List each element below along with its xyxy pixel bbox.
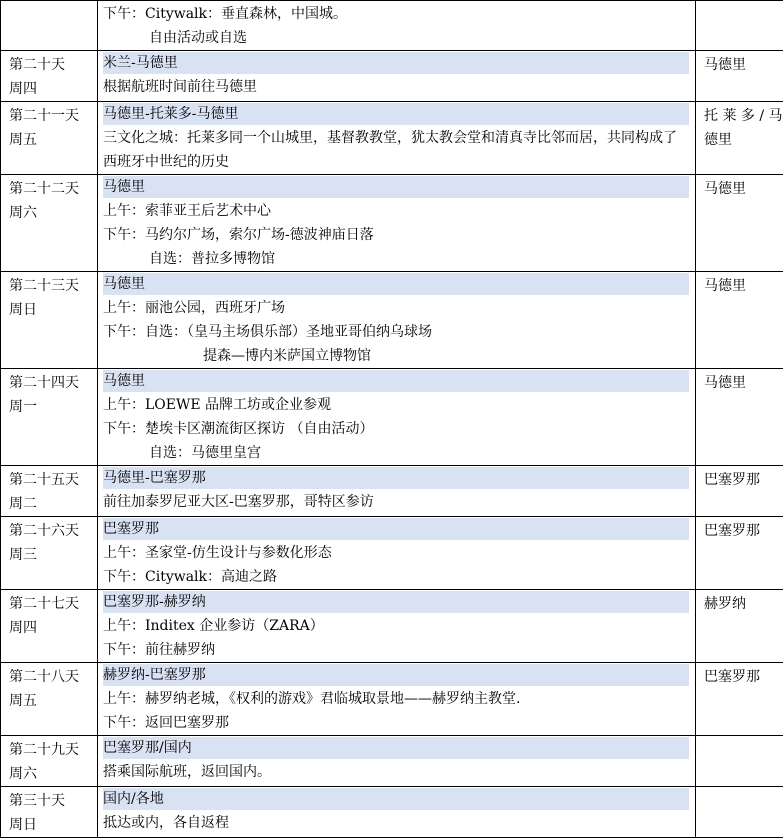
city-cell bbox=[696, 175, 783, 272]
day-cell bbox=[1, 663, 98, 736]
segment-title: 赫罗纳-巴塞罗那 bbox=[103, 664, 689, 686]
itinerary-row bbox=[1, 1, 783, 51]
schedule-line: 下午：楚埃卡区潮流街区探访 （自由活动） bbox=[103, 417, 689, 441]
city-cell bbox=[696, 51, 783, 102]
schedule-cell bbox=[98, 272, 696, 369]
weekday-label: 周三 bbox=[9, 543, 97, 567]
day-cell bbox=[1, 175, 98, 272]
day-label: 第二十天 bbox=[9, 53, 97, 77]
city-label: 马德里 bbox=[704, 371, 783, 395]
itinerary-row bbox=[1, 272, 783, 369]
schedule-cell bbox=[98, 369, 696, 466]
city-label: 巴塞罗那 bbox=[704, 468, 783, 492]
segment-title: 马德里 bbox=[103, 273, 689, 295]
schedule-line: 上午：赫罗纳老城，《权利的游戏》君临城取景地——赫罗纳主教堂. bbox=[103, 687, 689, 711]
city-cell bbox=[696, 102, 783, 175]
schedule-line: 下午：自选：（皇马主场俱乐部）圣地亚哥伯纳乌球场 bbox=[103, 320, 689, 344]
schedule-line: 三文化之城：托莱多同一个山城里，基督教教堂，犹太教会堂和清真寺比邻而居，共同构成了西班牙中世纪的历史 bbox=[103, 126, 689, 174]
schedule-cell bbox=[98, 466, 696, 517]
city-cell bbox=[696, 663, 783, 736]
city-cell bbox=[696, 466, 783, 517]
schedule-line: 上午：Inditex 企业参访（ZARA） bbox=[103, 614, 689, 638]
day-cell bbox=[1, 272, 98, 369]
weekday-label: 周五 bbox=[9, 128, 97, 152]
day-cell bbox=[1, 517, 98, 590]
day-cell bbox=[1, 736, 98, 787]
day-label: 第二十一天 bbox=[9, 104, 97, 128]
day-cell bbox=[1, 590, 98, 663]
city-label: 马德里 bbox=[704, 177, 783, 201]
city-label: 马德里 bbox=[704, 274, 783, 298]
schedule-line: 提森—博内米萨国立博物馆 bbox=[103, 344, 689, 368]
day-label: 第二十三天 bbox=[9, 274, 97, 298]
itinerary-row bbox=[1, 175, 783, 272]
schedule-cell bbox=[98, 51, 696, 102]
city-cell bbox=[696, 787, 783, 838]
schedule-line: 下午：返回巴塞罗那 bbox=[103, 711, 689, 735]
schedule-line: 根据航班时间前往马德里 bbox=[103, 75, 689, 99]
schedule-line: 上午：丽池公园，西班牙广场 bbox=[103, 296, 689, 320]
city-cell bbox=[696, 272, 783, 369]
itinerary-row bbox=[1, 663, 783, 736]
city-label: 巴塞罗那 bbox=[704, 519, 783, 543]
schedule-line: 下午：Citywalk：高迪之路 bbox=[103, 565, 689, 589]
weekday-label: 周六 bbox=[9, 762, 97, 786]
segment-title: 马德里-托莱多-马德里 bbox=[103, 103, 689, 125]
schedule-line: 自选：普拉多博物馆 bbox=[103, 247, 689, 271]
day-cell bbox=[1, 369, 98, 466]
schedule-line: 抵达或内，各自返程 bbox=[103, 811, 689, 835]
itinerary-row bbox=[1, 736, 783, 787]
city-label: 巴塞罗那 bbox=[704, 665, 783, 689]
day-label: 第二十四天 bbox=[9, 371, 97, 395]
segment-title: 马德里 bbox=[103, 176, 689, 198]
segment-title: 马德里-巴塞罗那 bbox=[103, 467, 689, 489]
schedule-cell bbox=[98, 1, 696, 51]
weekday-label: 周日 bbox=[9, 813, 97, 837]
city-cell bbox=[696, 1, 783, 51]
day-label: 第二十七天 bbox=[9, 592, 97, 616]
weekday-label: 周六 bbox=[9, 201, 97, 225]
weekday-label: 周四 bbox=[9, 77, 97, 101]
schedule-line: 前往加泰罗尼亚大区-巴塞罗那，哥特区参访 bbox=[103, 490, 689, 514]
schedule-cell bbox=[98, 517, 696, 590]
weekday-label: 周一 bbox=[9, 395, 97, 419]
weekday-label: 周五 bbox=[9, 689, 97, 713]
itinerary-row bbox=[1, 369, 783, 466]
weekday-label: 周日 bbox=[9, 298, 97, 322]
day-cell bbox=[1, 787, 98, 838]
city-cell bbox=[696, 369, 783, 466]
city-label: 托 莱 多 / 马德里 bbox=[704, 104, 783, 152]
schedule-cell bbox=[98, 736, 696, 787]
itinerary-row bbox=[1, 787, 783, 838]
day-label: 第三十天 bbox=[9, 789, 97, 813]
itinerary-row bbox=[1, 466, 783, 517]
schedule-line: 下午：前往赫罗纳 bbox=[103, 638, 689, 662]
day-cell bbox=[1, 51, 98, 102]
itinerary-row bbox=[1, 517, 783, 590]
itinerary-row bbox=[1, 102, 783, 175]
schedule-line: 下午：马约尔广场，索尔广场-德波神庙日落 bbox=[103, 223, 689, 247]
city-cell bbox=[696, 517, 783, 590]
schedule-line: 搭乘国际航班，返回国内。 bbox=[103, 760, 689, 784]
city-cell bbox=[696, 590, 783, 663]
itinerary-row bbox=[1, 590, 783, 663]
segment-title: 巴塞罗那-赫罗纳 bbox=[103, 591, 689, 613]
city-label: 马德里 bbox=[704, 53, 783, 77]
day-label: 第二十五天 bbox=[9, 468, 97, 492]
weekday-label: 周四 bbox=[9, 616, 97, 640]
segment-title: 马德里 bbox=[103, 370, 689, 392]
schedule-cell bbox=[98, 787, 696, 838]
day-label: 第二十六天 bbox=[9, 519, 97, 543]
day-cell bbox=[1, 102, 98, 175]
schedule-line: 自选：马德里皇宫 bbox=[103, 441, 689, 465]
schedule-cell bbox=[98, 175, 696, 272]
segment-title: 巴塞罗那 bbox=[103, 518, 689, 540]
schedule-line: 自由活动或自选 bbox=[103, 26, 689, 50]
schedule-line: 上午：LOEWE 品牌工坊或企业参观 bbox=[103, 393, 689, 417]
schedule-line: 上午：圣家堂-仿生设计与参数化形态 bbox=[103, 541, 689, 565]
schedule-cell bbox=[98, 590, 696, 663]
schedule-line: 上午：索菲亚王后艺术中心 bbox=[103, 199, 689, 223]
itinerary-row bbox=[1, 51, 783, 102]
day-cell bbox=[1, 466, 98, 517]
segment-title: 巴塞罗那/国内 bbox=[103, 737, 689, 759]
schedule-cell bbox=[98, 663, 696, 736]
schedule-cell bbox=[98, 102, 696, 175]
segment-title: 国内/各地 bbox=[103, 788, 689, 810]
city-cell bbox=[696, 736, 783, 787]
day-label: 第二十九天 bbox=[9, 738, 97, 762]
schedule-line: 下午：Citywalk：垂直森林，中国城。 bbox=[103, 2, 689, 26]
day-label: 第二十八天 bbox=[9, 665, 97, 689]
segment-title: 米兰-马德里 bbox=[103, 52, 689, 74]
weekday-label: 周二 bbox=[9, 492, 97, 516]
city-label: 赫罗纳 bbox=[704, 592, 783, 616]
day-cell bbox=[1, 1, 98, 51]
day-label: 第二十二天 bbox=[9, 177, 97, 201]
